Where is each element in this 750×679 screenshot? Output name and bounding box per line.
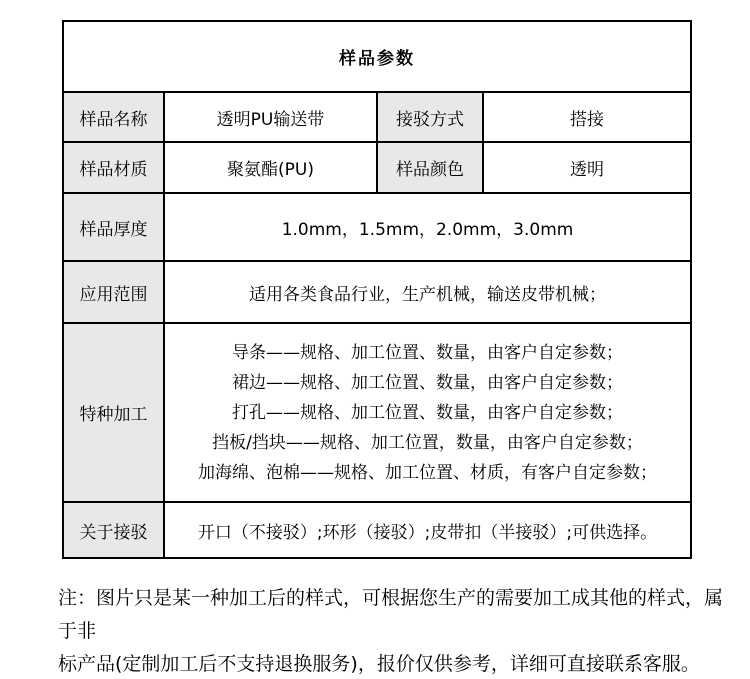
table-title-row [63,21,691,92]
cell-sample-color-label: 样品颜色 [377,142,483,193]
table-row [63,92,691,142]
table-row [63,502,691,558]
cell-about-joint-value: 开口（不接驳）;环形（接驳）;皮带扣（半接驳）;可供选择。 [164,502,691,558]
cell-sample-material-label: 样品材质 [63,142,164,193]
cell-sample-name-label: 样品名称 [63,92,164,142]
special-processing-line: 加海绵、泡棉——规格、加工位置、材质，有客户自定参数； [198,462,657,483]
cell-special-processing-label: 特种加工 [63,323,164,502]
cell-sample-thickness-label: 样品厚度 [63,193,164,261]
cell-sample-thickness-value: 1.0mm，1.5mm，2.0mm，3.0mm [164,193,691,261]
cell-application-range-value: 适用各类食品行业，生产机械，输送皮带机械； [164,261,691,323]
page-title: 样品参数 [63,21,691,92]
table-row [63,142,691,193]
sample-parameters-table [62,20,692,559]
special-processing-line: 打孔——规格、加工位置、数量，由客户自定参数； [232,402,623,423]
cell-sample-name-value: 透明PU输送带 [164,92,377,142]
footnote-line: 注：图片只是某一种加工后的样式，可根据您生产的需要加工成其他的样式，属于非 [58,587,724,642]
table-row [63,193,691,261]
cell-sample-material-value: 聚氨酯(PU) [164,142,377,193]
cell-about-joint-label: 关于接驳 [63,502,164,558]
cell-special-processing-value [164,323,691,502]
cell-sample-color-value: 透明 [483,142,691,193]
cell-application-range-label: 应用范围 [63,261,164,323]
table-row [63,261,691,323]
cell-joint-method-label: 接驳方式 [377,92,483,142]
table-row [63,323,691,502]
footnote-line: 标产品(定制加工后不支持退换服务)，报价仅供参考，详细可直接联系客服。 [58,653,700,675]
footnote [58,582,726,679]
special-processing-line: 导条——规格、加工位置、数量，由客户自定参数； [232,342,623,363]
cell-joint-method-value: 搭接 [483,92,691,142]
special-processing-line: 裙边——规格、加工位置、数量，由客户自定参数； [232,372,623,393]
special-processing-line: 挡板/挡块——规格、加工位置，数量，由客户自定参数； [212,432,643,453]
